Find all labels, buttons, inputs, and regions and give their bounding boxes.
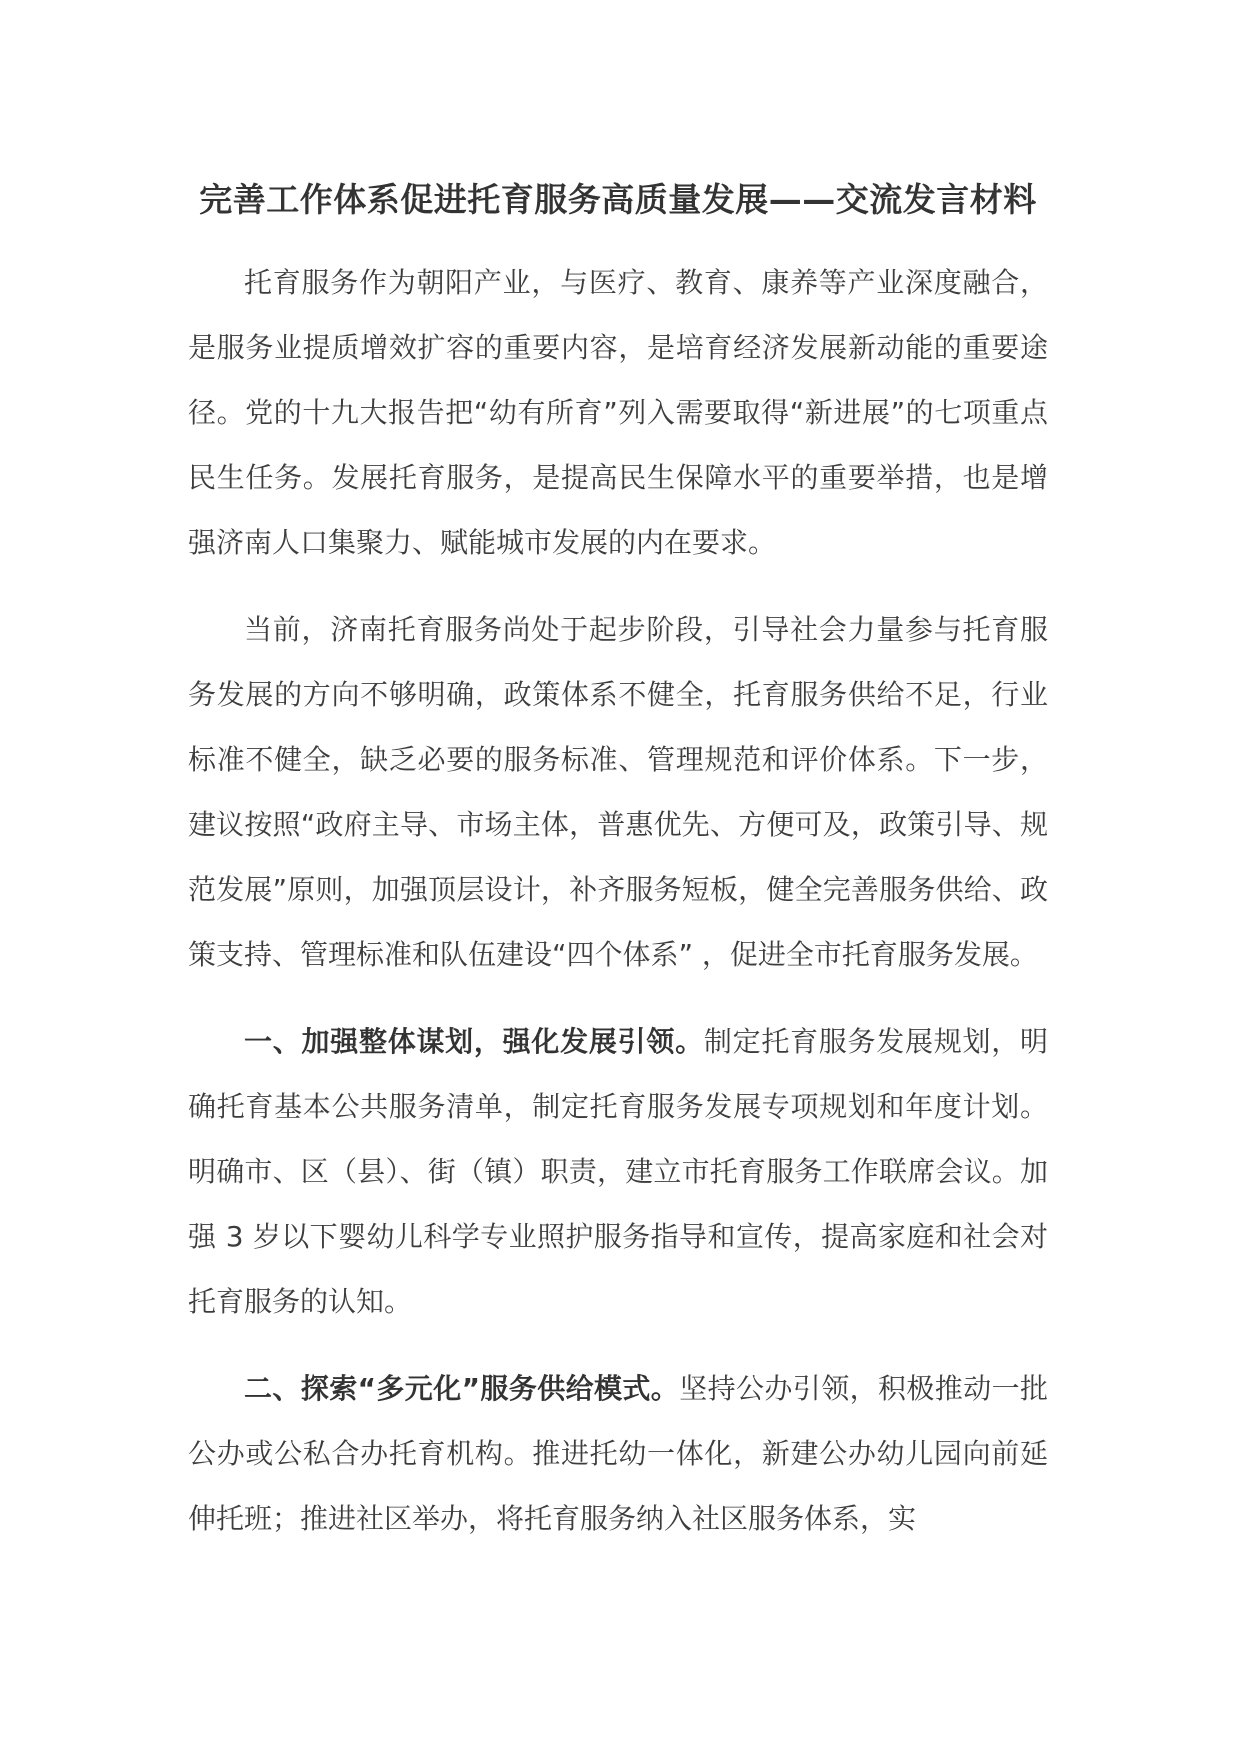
paragraph-text: 托育服务作为朝阳产业，与医疗、教育、康养等产业深度融合，是服务业提质增效扩容的重要内容，是培育经济发展新动能的重要途径。党的十九大报告把“幼有所育”列入需要取得“新进展”的七项重点民生任务。发展托育服务，是提高民生保障水平的重要举措，也是增强济南人口集聚力、赋能城市发展的内在要求。 [188,266,1048,559]
section-heading: 二、探索“多元化”服务供给模式。 [244,1372,680,1405]
document-title: 完善工作体系促进托育服务高质量发展——交流发言材料 [199,180,1037,219]
paragraph-section-two [188,1356,1048,1551]
document-page [188,170,1048,1573]
paragraph-text: 坚持公办引领，积极推动一批公办或公私合办托育机构。推进托幼一体化，新建公办幼儿园向前延伸托班；推进社区举办，将托育服务纳入社区服务体系，实 [188,1372,1048,1535]
paragraph-text: 当前，济南托育服务尚处于起步阶段，引导社会力量参与托育服务发展的方向不够明确，政策体系不健全，托育服务供给不足，行业标准不健全，缺乏必要的服务标准、管理规范和评价体系。下一步，建议按照“政府主导、市场主体，普惠优先、方便可及，政策引导、规范发展”原则，加强顶层设计，补齐服务短板，健全完善服务供给、政策支持、管理标准和队伍建设“四个体系” ，促进全市托育服务发展。 [188,613,1048,971]
section-heading: 一、加强整体谋划，强化发展引领。 [244,1025,704,1058]
paragraph-current-status [188,597,1048,987]
paragraph-intro [188,250,1048,575]
paragraph-section-one [188,1009,1048,1334]
paragraph-text: 制定托育服务发展规划，明确托育基本公共服务清单，制定托育服务发展专项规划和年度计划。明确市、区（县）、街（镇）职责，建立市托育服务工作联席会议。加强 3 岁以下婴幼儿科学专业照护服务指导和宣传，提高家庭和社会对托育服务的认知。 [188,1025,1048,1318]
